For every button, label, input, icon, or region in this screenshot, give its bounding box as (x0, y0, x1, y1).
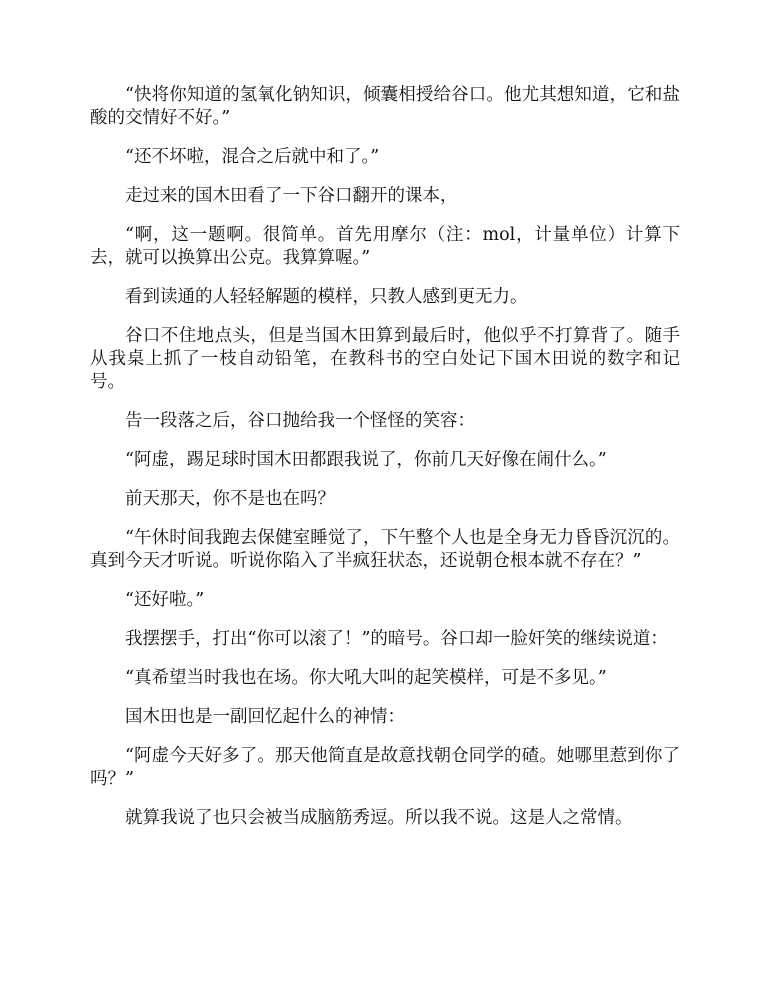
paragraph-10: “午休时间我跑去保健室睡觉了，下午整个人也是全身无力昏昏沉沉的。真到今天才听说。听说你陷入了半疯狂状态，还说朝仓根本就不存在？” (90, 528, 680, 571)
paragraph-3: 走过来的国木田看了一下谷口翻开的课本， (125, 186, 458, 206)
paragraph-1: “快将你知道的氢氧化钠知识，倾囊相授给谷口。他尤其想知道，它和盐酸的交情好不好。” (90, 85, 680, 128)
paragraph-11: “还好啦。” (125, 590, 205, 610)
paragraph-5: 看到读通的人轻轻解题的模样，只教人感到更无力。 (125, 287, 528, 307)
paragraph-6: 谷口不住地点头，但是当国木田算到最后时，他似乎不打算背了。随手从我桌上抓了一枝自动铅笔，在教科书的空白处记下国木田说的数字和记号。 (90, 326, 680, 392)
paragraph-15: “阿虚今天好多了。那天他简直是故意找朝仓同学的碴。她哪里惹到你了吗？” (90, 746, 680, 789)
paragraph-12: 我摆摆手，打出“你可以滚了！”的暗号。谷口却一脸奸笑的继续说道： (125, 629, 668, 649)
paragraph-2: “还不坏啦，混合之后就中和了。” (125, 147, 380, 167)
paragraph-8: “阿虚，踢足球时国木田都跟我说了，你前几天好像在闹什么。” (125, 450, 607, 470)
paragraph-7: 告一段落之后，谷口抛给我一个怪怪的笑容： (125, 411, 475, 431)
text-body (90, 84, 680, 846)
paragraph-16: 就算我说了也只会被当成脑筋秀逗。所以我不说。这是人之常情。 (125, 808, 633, 828)
paragraph-14: 国木田也是一副回忆起什么的神情： (125, 707, 405, 727)
paragraph-4: “啊，这一题啊。很简单。首先用摩尔（注：mol，计量单位）计算下去，就可以换算出公克。我算算喔。” (90, 225, 680, 268)
paragraph-9: 前天那天，你不是也在吗？ (125, 489, 335, 509)
paragraph-13: “真希望当时我也在场。你大吼大叫的起笑模样，可是不多见。” (125, 668, 607, 688)
